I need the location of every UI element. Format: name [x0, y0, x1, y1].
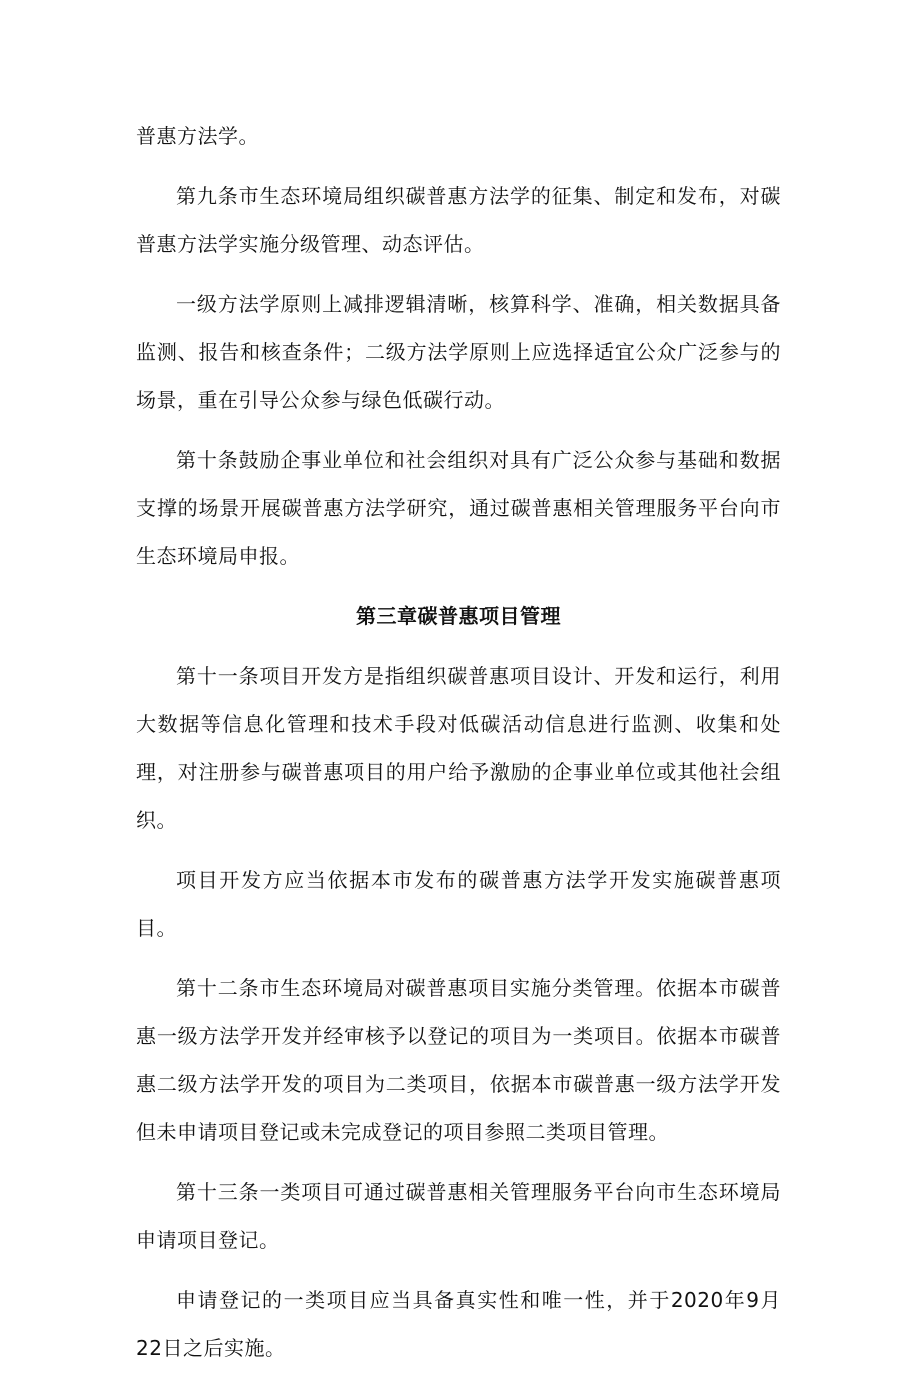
paragraph-article-13: 第十三条一类项目可通过碳普惠相关管理服务平台向市生态环境局申请项目登记。 — [136, 1180, 781, 1252]
chapter-heading: 第三章碳普惠项目管理 — [356, 604, 561, 628]
paragraph-continuation: 普惠方法学。 — [136, 124, 259, 148]
paragraph-developer-basis: 项目开发方应当依据本市发布的碳普惠方法学开发实施碳普惠项目。 — [136, 868, 781, 940]
paragraph-methodology-levels: 一级方法学原则上减排逻辑清晰，核算科学、准确，相关数据具备监测、报告和核查条件；二级方法学原则上应选择适宜公众广泛参与的场景，重在引导公众参与绿色低碳行动。 — [136, 292, 781, 412]
paragraph-article-12: 第十二条市生态环境局对碳普惠项目实施分类管理。依据本市碳普惠一级方法学开发并经审核予以登记的项目为一类项目。依据本市碳普惠二级方法学开发的项目为二类项目，依据本市碳普惠一级方法学开发但未申请项目登记或未完成登记的项目参照二类项目管理。 — [136, 976, 781, 1144]
paragraph-article-10: 第十条鼓励企事业单位和社会组织对具有广泛公众参与基础和数据支撑的场景开展碳普惠方法学研究，通过碳普惠相关管理服务平台向市生态环境局申报。 — [136, 448, 781, 568]
paragraph-registration-requirements: 申请登记的一类项目应当具备真实性和唯一性，并于2020年9月22日之后实施。 — [136, 1288, 781, 1360]
paragraph-article-9: 第九条市生态环境局组织碳普惠方法学的征集、制定和发布，对碳普惠方法学实施分级管理、动态评估。 — [136, 184, 781, 256]
document-body — [136, 112, 781, 1384]
paragraph-article-11: 第十一条项目开发方是指组织碳普惠项目设计、开发和运行，利用大数据等信息化管理和技术手段对低碳活动信息进行监测、收集和处理，对注册参与碳普惠项目的用户给予激励的企事业单位或其他社会组织。 — [136, 664, 781, 832]
